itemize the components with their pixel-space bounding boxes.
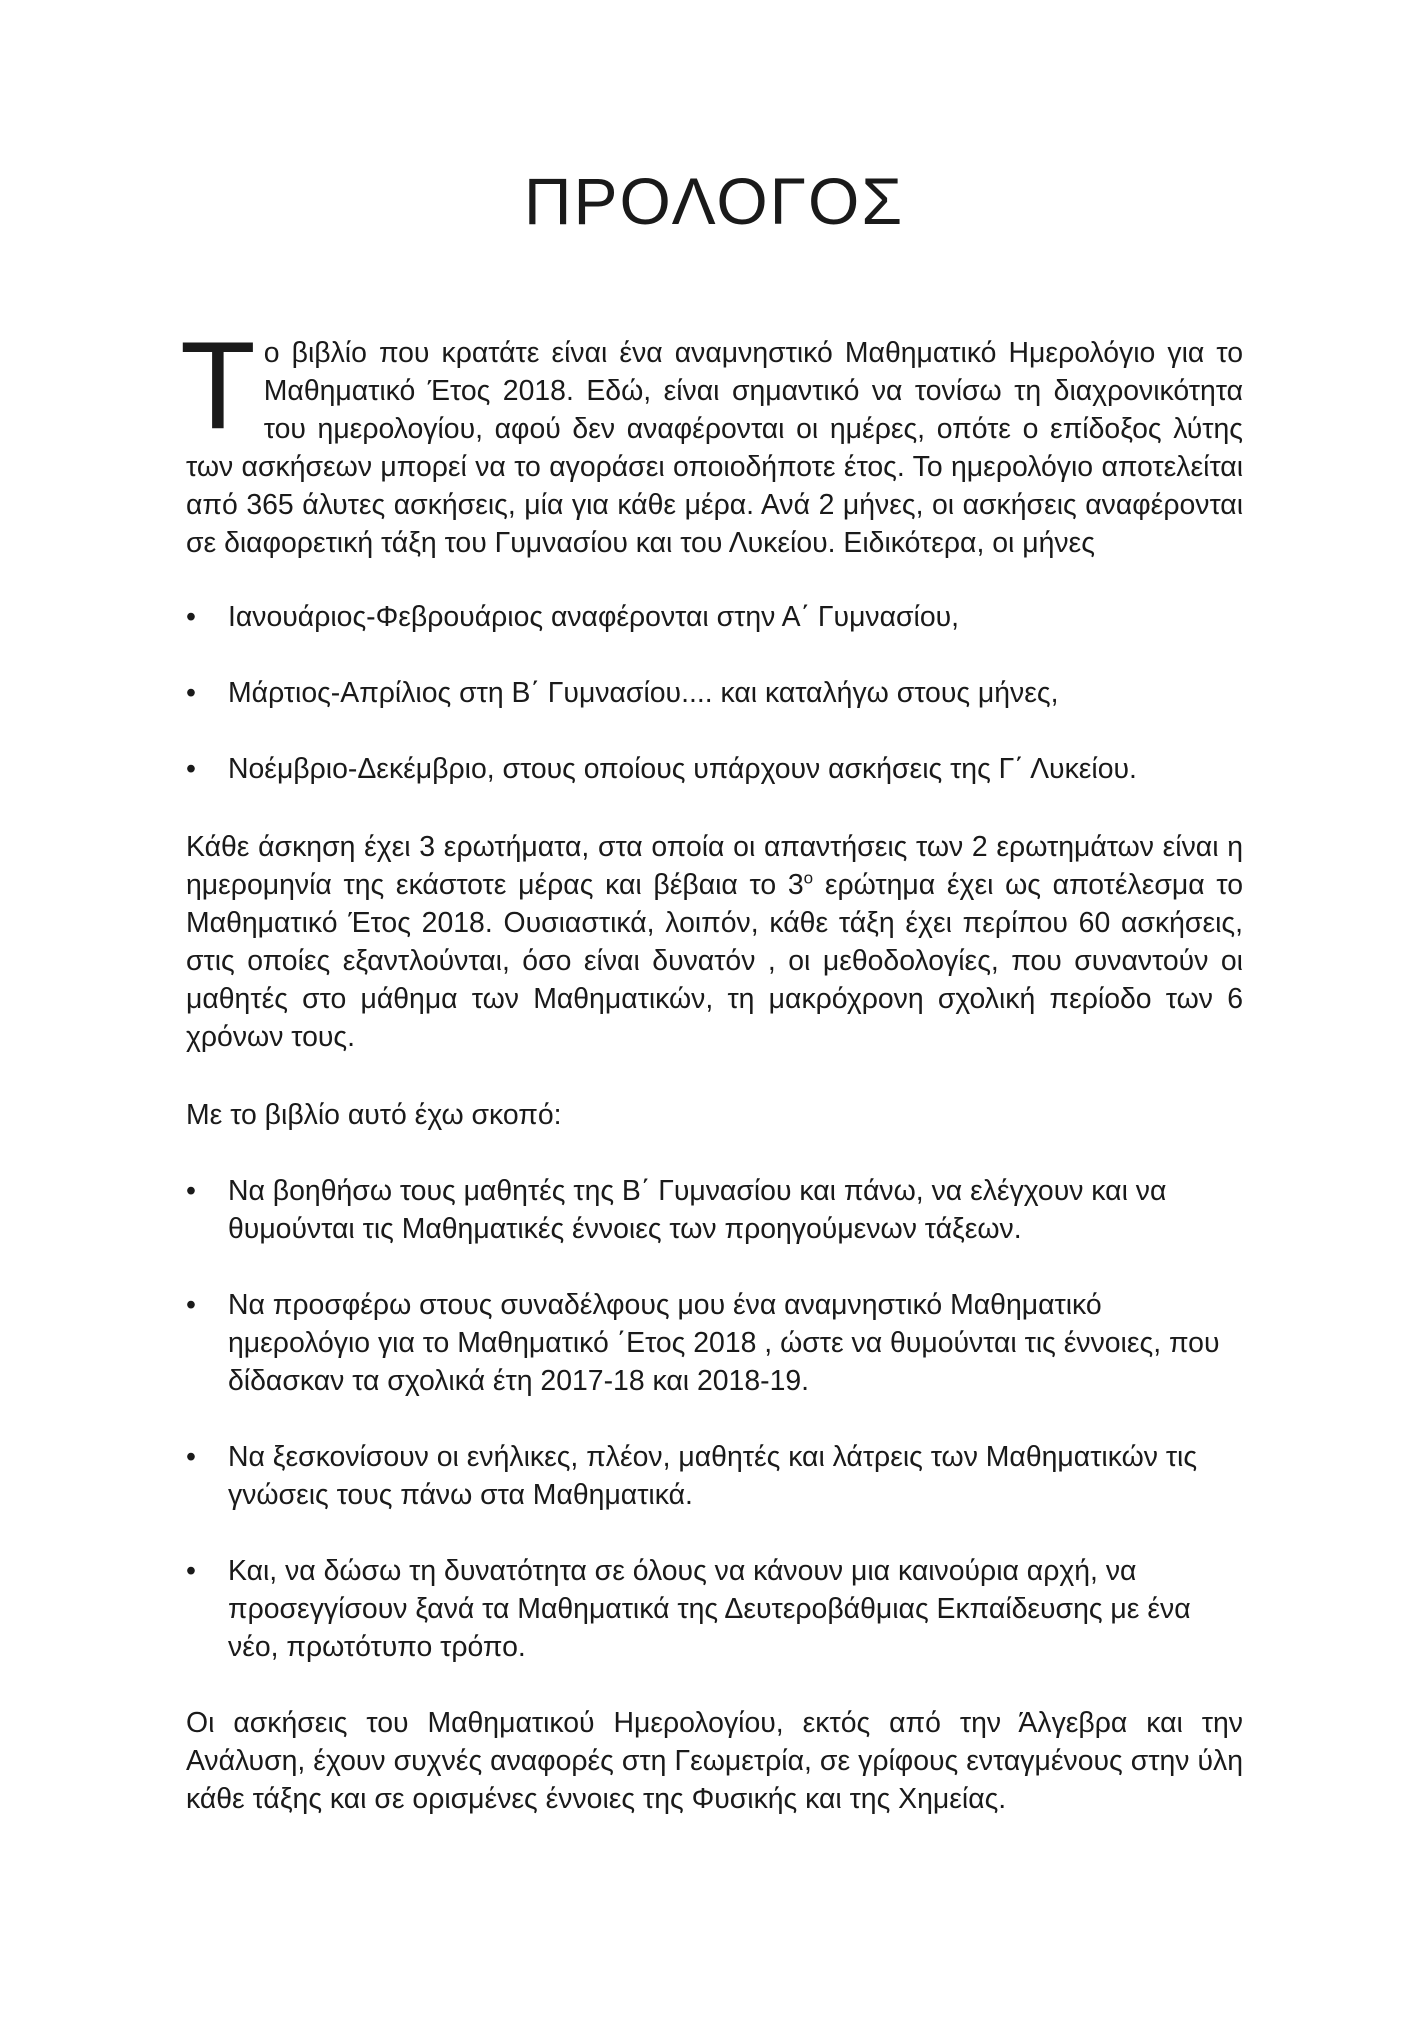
bullet-icon: • xyxy=(186,601,196,633)
exercise-text-end: ερώτημα έχει ως αποτέλεσμα το Μαθηματικό Έτος 2018. Ουσιαστικά, λοιπόν, κάθε τάξη έχει περίπου 60 ασκήσεις, στις οποίες εξαντλούνται, όσο είναι δυνατόν , οι μεθοδολογίες, που συναντούν οι μαθητές στο μάθημα των Μαθηματικών, τη μακρόχρονη σχολική περίοδο των 6 χρόνων τους. xyxy=(186,869,1243,1053)
list-item xyxy=(186,598,1243,636)
bullet-icon: • xyxy=(186,1175,196,1207)
list-item xyxy=(186,1552,1243,1666)
list-item xyxy=(186,674,1243,712)
exercise-text-start: Κάθε άσκηση έχει 3 ερωτήματα, στα οποία οι απαντήσεις των 2 ερωτημάτων είναι η ημερομηνία της εκάστοτε μέρας και βέβαια το 3 xyxy=(186,831,1243,901)
goals-list xyxy=(186,1172,1243,1666)
list-item-text: Μάρτιος-Απρίλιος στη Β΄ Γυμνασίου.... και καταλήγω στους μήνες, xyxy=(228,677,1059,709)
list-item xyxy=(186,1172,1243,1248)
list-item-text: Να προσφέρω στους συναδέλφους μου ένα αναμνηστικό Μαθηματικό ημερολόγιο για το Μαθηματικό ΄Ετος 2018 , ώστε να θυμούνται τις έννοιες, που δίδασκαν τα σχολικά έτη 2017-18 και 2018-19. xyxy=(228,1289,1220,1397)
bullet-icon: • xyxy=(186,1441,196,1473)
page-title: ΠΡΟΛΟΓΟΣ xyxy=(523,164,905,238)
intro-paragraph xyxy=(180,317,1243,562)
drop-cap: Τ xyxy=(180,317,256,455)
bullet-icon: • xyxy=(186,1289,196,1321)
months-list xyxy=(186,598,1243,788)
list-item xyxy=(186,750,1243,788)
bullet-icon: • xyxy=(186,677,196,709)
list-item-text: Να ξεσκονίσουν οι ενήλικες, πλέον, μαθητές και λάτρεις των Μαθηματικών τις γνώσεις τους πάνω στα Μαθηματικά. xyxy=(228,1441,1198,1511)
list-item-text: Και, να δώσω τη δυνατότητα σε όλους να κάνουν μια καινούρια αρχή, να προσεγγίσουν ξανά τα Μαθηματικά της Δευτεροβάθμιας Εκπαίδευσης με ένα νέο, πρωτότυπο τρόπο. xyxy=(228,1555,1191,1663)
exercise-paragraph xyxy=(186,828,1243,1056)
goal-intro: Με το βιβλίο αυτό έχω σκοπό: xyxy=(186,1099,562,1131)
list-item xyxy=(186,1438,1243,1514)
list-item-text: Να βοηθήσω τους μαθητές της Β΄ Γυμνασίου και πάνω, να ελέγχουν και να θυμούνται τις Μαθηματικές έννοιες των προηγούμενων τάξεων. xyxy=(228,1175,1167,1245)
intro-text: ο βιβλίο που κρατάτε είναι ένα αναμνηστικό Μαθηματικό Ημερολόγιο για το Μαθηματικό Έτος 2018. Εδώ, είναι σημαντικό να τονίσω τη διαχρονικότητα του ημερολογίου, αφού δεν αναφέρονται οι ημέρες, οπότε ο επίδοξος λύτης των ασκήσεων μπορεί να το αγοράσει οποιοδήποτε έτος. Το ημερολόγιο αποτελείται από 365 άλυτες ασκήσεις, μία για κάθε μέρα. Ανά 2 μήνες, οι ασκήσεις αναφέρονται σε διαφορετική τάξη του Γυμνασίου και του Λυκείου. Ειδικότερα, οι μήνες xyxy=(186,337,1243,559)
bullet-icon: • xyxy=(186,753,196,785)
list-item-text: Ιανουάριος-Φεβρουάριος αναφέρονται στην Α΄ Γυμνασίου, xyxy=(228,601,960,633)
list-item xyxy=(186,1286,1243,1400)
ordinal-superscript: ο xyxy=(803,868,814,888)
closing-paragraph: Οι ασκήσεις του Μαθηματικού Ημερολογίου, εκτός από την Άλγεβρα και την Ανάλυση, έχουν συχνές αναφορές στη Γεωμετρία, σε γρίφους ενταγμένους στην ύλη κάθε τάξης και σε ορισμένες έννοιες της Φυσικής και της Χημείας. xyxy=(186,1707,1243,1815)
prologue-body xyxy=(180,317,1243,1818)
bullet-icon: • xyxy=(186,1555,196,1587)
list-item-text: Νοέμβριο-Δεκέμβριο, στους οποίους υπάρχουν ασκήσεις της Γ΄ Λυκείου. xyxy=(228,753,1137,785)
